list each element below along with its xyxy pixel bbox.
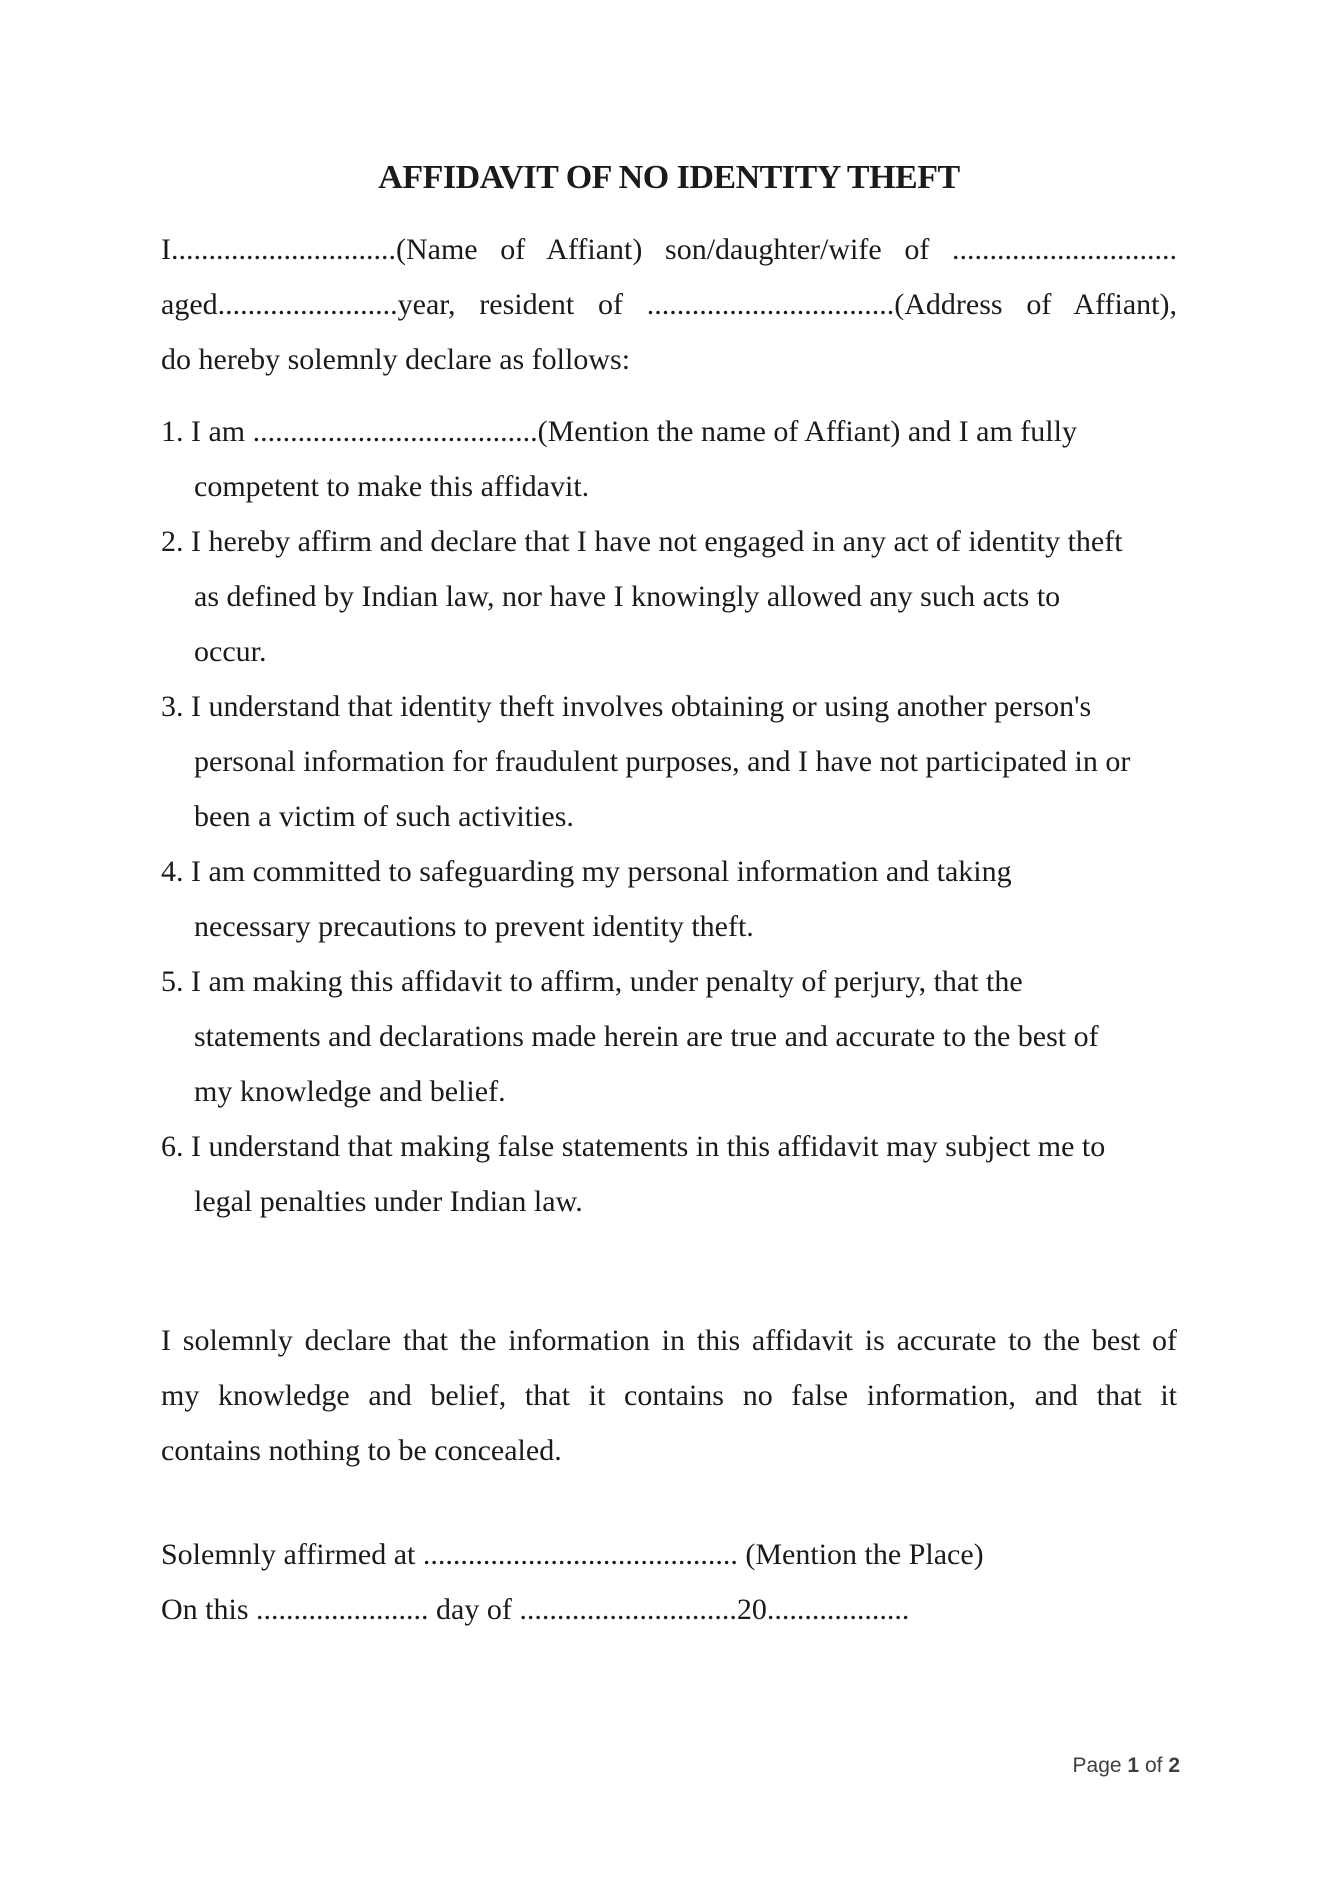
page-footer bbox=[1073, 1753, 1180, 1779]
list-item-3-line: personal information for fraudulent purposes, and I have not participated in or bbox=[194, 745, 1131, 778]
footer-total-pages: 2 bbox=[1168, 1754, 1180, 1777]
intro-line: aged........................year, resident of .................................(Address of Affiant), bbox=[161, 288, 1177, 321]
intro-line: I..............................(Name of Affiant) son/daughter/wife of .............................. bbox=[161, 233, 1177, 266]
intro-paragraph bbox=[161, 222, 1177, 387]
date-line: On this ....................... day of .............................20................... bbox=[161, 1593, 910, 1626]
list-item-2-line: as defined by Indian law, nor have I knowingly allowed any such acts to bbox=[194, 580, 1061, 613]
list-item-4-line: 4. I am committed to safeguarding my personal information and taking bbox=[161, 855, 1012, 888]
intro-line: do hereby solemnly declare as follows: bbox=[161, 343, 631, 376]
document-content bbox=[161, 0, 1177, 1637]
declaration-line: I solemnly declare that the information in this affidavit is accurate to the best of bbox=[161, 1324, 1177, 1357]
declaration-line: my knowledge and belief, that it contains no false information, and that it bbox=[161, 1379, 1177, 1412]
closing-block bbox=[161, 1527, 1177, 1637]
list-item-3-line: 3. I understand that identity theft involves obtaining or using another person's bbox=[161, 690, 1092, 723]
list-item-6-line: legal penalties under Indian law. bbox=[194, 1185, 583, 1218]
document-title: AFFIDAVIT OF NO IDENTITY THEFT bbox=[378, 159, 960, 196]
list-item-5-line: 5. I am making this affidavit to affirm, under penalty of perjury, that the bbox=[161, 965, 1023, 998]
list-item-4-line: necessary precautions to prevent identity theft. bbox=[194, 910, 754, 943]
list-item-1-line: competent to make this affidavit. bbox=[194, 470, 590, 503]
footer-of-word: of bbox=[1144, 1754, 1163, 1777]
list-item-2-line: occur. bbox=[194, 635, 267, 668]
declarations-list bbox=[161, 404, 1177, 1229]
affirmed-at-line: Solemnly affirmed at .......................................... (Mention the Place) bbox=[161, 1538, 984, 1571]
list-item-1-line: 1. I am ......................................(Mention the name of Affiant) and I am fully bbox=[161, 415, 1077, 448]
solemn-declaration-paragraph bbox=[161, 1313, 1177, 1478]
footer-page-number: 1 bbox=[1127, 1754, 1140, 1777]
list-item-2-line: 2. I hereby affirm and declare that I have not engaged in any act of identity theft bbox=[161, 525, 1123, 558]
footer-page-word: Page bbox=[1072, 1754, 1122, 1777]
list-item-5-line: statements and declarations made herein are true and accurate to the best of bbox=[194, 1020, 1099, 1053]
declaration-line: contains nothing to be concealed. bbox=[161, 1434, 562, 1467]
list-item-6-line: 6. I understand that making false statements in this affidavit may subject me to bbox=[161, 1130, 1106, 1163]
list-item-5-line: my knowledge and belief. bbox=[194, 1075, 506, 1108]
list-item-3-line: been a victim of such activities. bbox=[194, 800, 574, 833]
